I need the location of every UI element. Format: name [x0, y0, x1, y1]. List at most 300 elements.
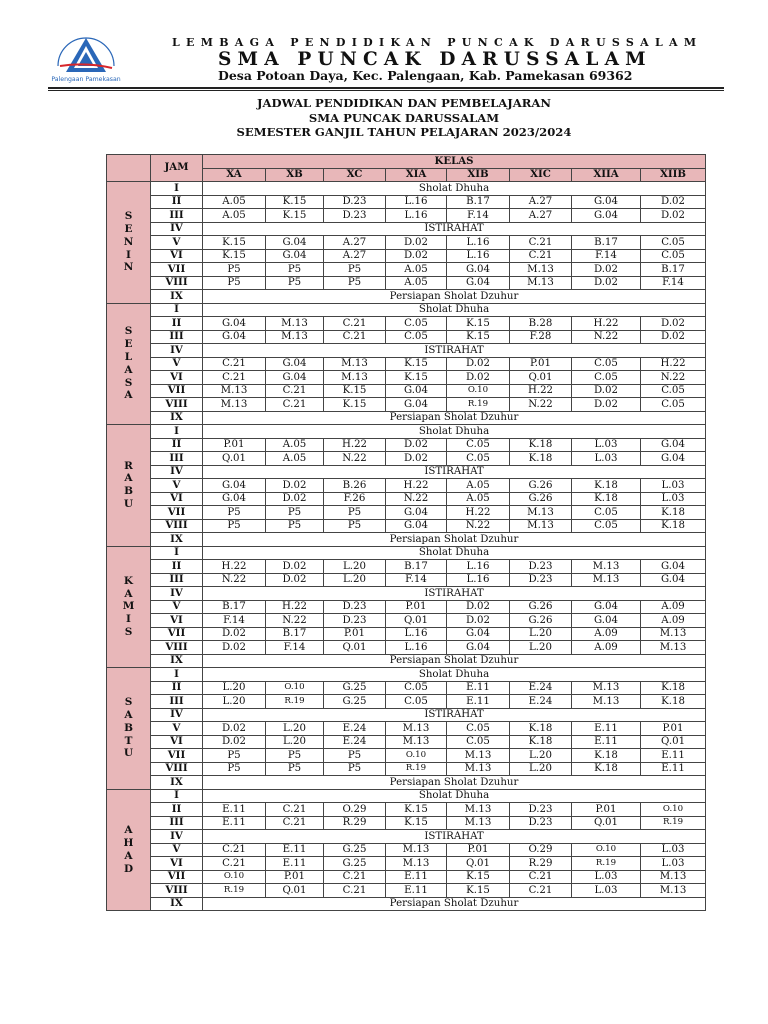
schedule-cell: G.04 [572, 600, 641, 614]
schedule-cell: B.17 [641, 263, 706, 277]
schedule-row [107, 870, 706, 884]
period-label: III [151, 695, 203, 709]
schedule-cell: A.05 [203, 209, 266, 223]
schedule-cell: M.13 [447, 816, 510, 830]
schedule-cell: G.04 [203, 479, 266, 493]
schedule-cell: G.04 [386, 398, 447, 412]
period-label: II [151, 560, 203, 574]
schedule-cell: P5 [203, 749, 266, 763]
schedule-cell: Q.01 [510, 371, 572, 385]
schedule-row [107, 816, 706, 830]
schedule-cell: F.14 [447, 209, 510, 223]
period-label: IX [151, 897, 203, 911]
schedule-cell: E.24 [510, 681, 572, 695]
title-line-1: JADWAL PENDIDIKAN DAN PEMBELAJARAN [257, 96, 551, 110]
schedule-cell: L.03 [572, 452, 641, 466]
schedule-cell: D.02 [447, 371, 510, 385]
schedule-cell: C.21 [324, 870, 386, 884]
schedule-cell: C.05 [447, 452, 510, 466]
schedule-cell: M.13 [510, 506, 572, 520]
period-label: IV [151, 587, 203, 601]
period-label: VII [151, 870, 203, 884]
schedule-cell: D.23 [510, 803, 572, 817]
schedule-cell: M.13 [386, 857, 447, 871]
schedule-cell: E.24 [324, 735, 386, 749]
schedule-cell: N.22 [324, 452, 386, 466]
schedule-cell: M.13 [510, 263, 572, 277]
schedule-cell: L.20 [324, 560, 386, 574]
schedule-cell: G.04 [641, 452, 706, 466]
schedule-cell: M.13 [203, 384, 266, 398]
schedule-row [107, 627, 706, 641]
schedule-cell: N.22 [266, 614, 324, 628]
day-label: R A B U [107, 425, 151, 547]
schedule-cell: G.04 [641, 573, 706, 587]
schedule-cell: R.19 [447, 398, 510, 412]
schedule-cell: O.10 [572, 843, 641, 857]
schedule-cell: G.04 [447, 263, 510, 277]
schedule-cell: D.02 [641, 195, 706, 209]
schedule-row [107, 236, 706, 250]
schedule-cell: E.11 [266, 843, 324, 857]
schedule-cell: F.14 [203, 614, 266, 628]
schedule-cell: M.13 [266, 317, 324, 331]
schedule-row [107, 438, 706, 452]
schedule-cell: P5 [324, 519, 386, 533]
schedule-cell: H.22 [386, 479, 447, 493]
schedule-cell: R.19 [641, 816, 706, 830]
schedule-cell: L.20 [266, 722, 324, 736]
schedule-cell: D.23 [510, 573, 572, 587]
schedule-row [107, 708, 706, 722]
schedule-cell: D.02 [266, 560, 324, 574]
schedule-cell: A.27 [324, 236, 386, 250]
day-label: S A B T U [107, 668, 151, 790]
logo-caption: Palengaan Pamekasan [51, 76, 121, 83]
schedule-cell: G.25 [324, 843, 386, 857]
schedule-cell: K.18 [641, 519, 706, 533]
schedule-cell: L.20 [203, 681, 266, 695]
period-label: VI [151, 735, 203, 749]
schedule-cell: R.19 [203, 884, 266, 898]
span-activity: Persiapan Sholat Dzuhur [203, 411, 706, 425]
schedule-cell: A.05 [266, 438, 324, 452]
schedule-cell: D.02 [572, 276, 641, 290]
schedule-cell: L.20 [324, 573, 386, 587]
schedule-cell: Q.01 [641, 735, 706, 749]
schedule-cell: P5 [266, 276, 324, 290]
schedule-cell: C.21 [324, 330, 386, 344]
schedule-row [107, 668, 706, 682]
schedule-cell: D.02 [266, 492, 324, 506]
schedule-cell: C.05 [386, 330, 447, 344]
letterhead [0, 0, 768, 95]
schedule-row [107, 357, 706, 371]
schedule-row [107, 762, 706, 776]
schedule-row [107, 533, 706, 547]
period-label: IV [151, 465, 203, 479]
schedule-cell: F.14 [572, 249, 641, 263]
schedule-table [106, 154, 706, 911]
schedule-cell: F.14 [641, 276, 706, 290]
schedule-cell: O.10 [641, 803, 706, 817]
period-label: II [151, 317, 203, 331]
schedule-cell: F.26 [324, 492, 386, 506]
header-rule-thin [48, 90, 724, 91]
period-label: I [151, 303, 203, 317]
schedule-cell: P5 [266, 519, 324, 533]
span-activity: ISTIRAHAT [203, 830, 706, 844]
day-label: S E L A S A [107, 303, 151, 425]
schedule-cell: K.18 [641, 506, 706, 520]
schedule-cell: O.10 [266, 681, 324, 695]
schedule-cell: G.04 [266, 249, 324, 263]
schedule-cell: B.17 [266, 627, 324, 641]
schedule-row [107, 587, 706, 601]
schedule-cell: K.15 [386, 357, 447, 371]
schedule-cell: C.05 [641, 249, 706, 263]
schedule-cell: A.27 [510, 195, 572, 209]
class-header: XIC [510, 168, 572, 182]
schedule-row [107, 722, 706, 736]
schedule-cell: C.21 [324, 317, 386, 331]
span-activity: Persiapan Sholat Dzuhur [203, 290, 706, 304]
schedule-cell: M.13 [386, 843, 447, 857]
schedule-cell: K.15 [447, 317, 510, 331]
span-activity: Persiapan Sholat Dzuhur [203, 776, 706, 790]
schedule-cell: G.04 [641, 560, 706, 574]
period-label: II [151, 803, 203, 817]
schedule-row [107, 560, 706, 574]
schedule-cell: L.03 [641, 492, 706, 506]
schedule-cell: A.05 [386, 276, 447, 290]
schedule-cell: D.02 [447, 614, 510, 628]
schedule-cell: Q.01 [266, 884, 324, 898]
period-label: III [151, 573, 203, 587]
period-label: III [151, 452, 203, 466]
schedule-cell: E.11 [203, 803, 266, 817]
schedule-cell: P5 [324, 506, 386, 520]
schedule-cell: D.23 [324, 614, 386, 628]
schedule-cell: O.29 [324, 803, 386, 817]
schedule-cell: K.15 [266, 195, 324, 209]
period-label: IV [151, 344, 203, 358]
span-activity: Sholat Dhuha [203, 425, 706, 439]
schedule-row [107, 519, 706, 533]
schedule-cell: A.09 [572, 627, 641, 641]
schedule-cell: M.13 [266, 330, 324, 344]
schedule-cell: G.25 [324, 695, 386, 709]
schedule-cell: C.05 [641, 384, 706, 398]
schedule-cell: E.11 [386, 884, 447, 898]
schedule-row [107, 843, 706, 857]
schedule-cell: K.18 [572, 492, 641, 506]
schedule-cell: K.15 [324, 384, 386, 398]
schedule-cell: D.02 [386, 249, 447, 263]
schedule-cell: E.11 [266, 857, 324, 871]
schedule-cell: C.05 [641, 236, 706, 250]
schedule-cell: E.11 [447, 695, 510, 709]
period-label: IX [151, 411, 203, 425]
schedule-cell: N.22 [641, 371, 706, 385]
period-label: VIII [151, 884, 203, 898]
period-label: V [151, 236, 203, 250]
schedule-cell: C.21 [266, 384, 324, 398]
schedule-cell: M.13 [324, 357, 386, 371]
schedule-cell: R.29 [510, 857, 572, 871]
schedule-row [107, 222, 706, 236]
schedule-cell: A.27 [324, 249, 386, 263]
schedule-cell: A.05 [266, 452, 324, 466]
corner-cell [107, 155, 151, 182]
schedule-row [107, 681, 706, 695]
schedule-cell: G.04 [386, 506, 447, 520]
schedule-row [107, 209, 706, 223]
schedule-cell: G.04 [447, 276, 510, 290]
schedule-cell: D.02 [572, 398, 641, 412]
schedule-cell: G.04 [386, 519, 447, 533]
schedule-cell: P5 [324, 749, 386, 763]
schedule-cell: P.01 [641, 722, 706, 736]
schedule-cell: P5 [266, 506, 324, 520]
span-activity: ISTIRAHAT [203, 222, 706, 236]
schedule-cell: G.04 [447, 641, 510, 655]
period-label: VIII [151, 762, 203, 776]
schedule-cell: H.22 [510, 384, 572, 398]
schedule-cell: E.24 [324, 722, 386, 736]
schedule-cell: C.05 [447, 722, 510, 736]
period-label: III [151, 209, 203, 223]
schedule-cell: D.23 [324, 600, 386, 614]
period-label: II [151, 681, 203, 695]
document-title [0, 96, 768, 140]
schedule-cell: G.04 [266, 371, 324, 385]
schedule-cell: P5 [203, 263, 266, 277]
schedule-cell: D.02 [386, 452, 447, 466]
schedule-cell: N.22 [447, 519, 510, 533]
schedule-cell: K.18 [641, 695, 706, 709]
schedule-cell: C.21 [324, 884, 386, 898]
schedule-cell: M.13 [572, 560, 641, 574]
schedule-cell: L.03 [572, 870, 641, 884]
schedule-cell: M.13 [510, 276, 572, 290]
schedule-cell: P.01 [386, 600, 447, 614]
schedule-row [107, 897, 706, 911]
schedule-cell: F.14 [266, 641, 324, 655]
schedule-cell: L.20 [203, 695, 266, 709]
schedule-row [107, 614, 706, 628]
schedule-row [107, 263, 706, 277]
schedule-cell: L.20 [510, 762, 572, 776]
schedule-cell: C.05 [447, 735, 510, 749]
schedule-row [107, 425, 706, 439]
schedule-cell: C.21 [266, 398, 324, 412]
schedule-cell: Q.01 [203, 452, 266, 466]
schedule-cell: C.21 [510, 236, 572, 250]
schedule-row [107, 479, 706, 493]
schedule-cell: P.01 [447, 843, 510, 857]
period-label: V [151, 357, 203, 371]
period-label: VI [151, 249, 203, 263]
class-header: XC [324, 168, 386, 182]
schedule-cell: M.13 [386, 722, 447, 736]
school-logo [50, 26, 122, 88]
jam-header: JAM [151, 155, 203, 182]
schedule-cell: H.22 [266, 600, 324, 614]
span-activity: Persiapan Sholat Dzuhur [203, 533, 706, 547]
period-label: VII [151, 627, 203, 641]
schedule-cell: L.03 [641, 843, 706, 857]
schedule-cell: D.02 [447, 357, 510, 371]
schedule-cell: K.18 [641, 681, 706, 695]
schedule-cell: G.04 [266, 236, 324, 250]
schedule-row [107, 249, 706, 263]
schedule-cell: R.29 [324, 816, 386, 830]
schedule-cell: P.01 [324, 627, 386, 641]
span-activity: ISTIRAHAT [203, 465, 706, 479]
span-activity: Sholat Dhuha [203, 303, 706, 317]
schedule-cell: D.02 [203, 722, 266, 736]
schedule-cell: H.22 [203, 560, 266, 574]
schedule-cell: K.15 [386, 371, 447, 385]
schedule-cell: A.05 [386, 263, 447, 277]
schedule-cell: P.01 [203, 438, 266, 452]
schedule-row [107, 492, 706, 506]
schedule-cell: A.05 [203, 195, 266, 209]
schedule-row [107, 398, 706, 412]
schedule-cell: D.02 [266, 479, 324, 493]
schedule-cell: L.16 [386, 627, 447, 641]
schedule-row [107, 546, 706, 560]
schedule-cell: K.18 [572, 762, 641, 776]
period-label: II [151, 195, 203, 209]
schedule-cell: C.21 [510, 884, 572, 898]
schedule-cell: L.03 [572, 438, 641, 452]
schedule-row [107, 654, 706, 668]
schedule-cell: C.21 [266, 803, 324, 817]
schedule-cell: D.02 [386, 236, 447, 250]
schedule-cell: G.04 [266, 357, 324, 371]
schedule-cell: L.20 [266, 735, 324, 749]
schedule-cell: P5 [324, 762, 386, 776]
schedule-cell: E.11 [386, 870, 447, 884]
schedule-cell: D.02 [203, 627, 266, 641]
schedule-row [107, 317, 706, 331]
schedule-cell: L.16 [447, 573, 510, 587]
schedule-row [107, 776, 706, 790]
schedule-cell: A.27 [510, 209, 572, 223]
schedule-row [107, 600, 706, 614]
schedule-cell: Q.01 [572, 816, 641, 830]
schedule-cell: O.10 [386, 749, 447, 763]
schedule-cell: D.02 [447, 600, 510, 614]
schedule-cell: K.18 [572, 479, 641, 493]
schedule-cell: G.26 [510, 492, 572, 506]
period-label: VIII [151, 398, 203, 412]
schedule-cell: D.02 [641, 330, 706, 344]
schedule-cell: E.11 [447, 681, 510, 695]
span-activity: ISTIRAHAT [203, 708, 706, 722]
span-activity: Persiapan Sholat Dzuhur [203, 654, 706, 668]
span-activity: Sholat Dhuha [203, 546, 706, 560]
kelas-header: KELAS [203, 155, 706, 169]
schedule-cell: C.21 [203, 371, 266, 385]
schedule-cell: N.22 [510, 398, 572, 412]
schedule-cell: C.05 [572, 371, 641, 385]
schedule-cell: C.21 [510, 870, 572, 884]
span-activity: Sholat Dhuha [203, 182, 706, 196]
schedule-cell: P5 [203, 519, 266, 533]
schedule-cell: M.13 [386, 735, 447, 749]
schedule-cell: M.13 [572, 681, 641, 695]
schedule-cell: O.10 [203, 870, 266, 884]
schedule-cell: P5 [203, 276, 266, 290]
schedule-row [107, 384, 706, 398]
schedule-cell: B.17 [386, 560, 447, 574]
schedule-cell: A.09 [641, 600, 706, 614]
schedule-row [107, 641, 706, 655]
schedule-cell: M.13 [447, 749, 510, 763]
schedule-cell: G.26 [510, 600, 572, 614]
schedule-cell: D.02 [203, 735, 266, 749]
schedule-cell: M.13 [203, 398, 266, 412]
period-label: VI [151, 492, 203, 506]
schedule-cell: K.18 [510, 722, 572, 736]
schedule-cell: D.02 [203, 641, 266, 655]
schedule-cell: A.05 [447, 479, 510, 493]
schedule-cell: D.02 [386, 438, 447, 452]
period-label: III [151, 330, 203, 344]
schedule-cell: G.26 [510, 614, 572, 628]
period-label: VI [151, 371, 203, 385]
schedule-cell: K.15 [386, 816, 447, 830]
schedule-cell: E.11 [641, 749, 706, 763]
schedule-cell: B.17 [203, 600, 266, 614]
schedule-cell: E.11 [203, 816, 266, 830]
schedule-cell: M.13 [641, 870, 706, 884]
schedule-cell: N.22 [203, 573, 266, 587]
schedule-cell: G.04 [203, 330, 266, 344]
schedule-cell: P5 [324, 263, 386, 277]
schedule-cell: M.13 [641, 641, 706, 655]
schedule-cell: G.04 [447, 627, 510, 641]
period-label: IX [151, 776, 203, 790]
period-label: I [151, 789, 203, 803]
schedule-cell: P5 [266, 762, 324, 776]
schedule-cell: A.09 [641, 614, 706, 628]
schedule-cell: K.15 [386, 803, 447, 817]
schedule-row [107, 465, 706, 479]
span-activity: ISTIRAHAT [203, 344, 706, 358]
schedule-cell: L.16 [386, 195, 447, 209]
schedule-cell: D.23 [324, 195, 386, 209]
school-name: SMA PUNCAK DARUSSALAM [218, 49, 652, 70]
schedule-cell: L.16 [386, 641, 447, 655]
schedule-cell: B.28 [510, 317, 572, 331]
schedule-cell: N.22 [386, 492, 447, 506]
period-label: VII [151, 263, 203, 277]
period-label: IX [151, 654, 203, 668]
schedule-cell: M.13 [641, 884, 706, 898]
schedule-cell: D.23 [324, 209, 386, 223]
period-label: I [151, 668, 203, 682]
schedule-cell: D.02 [641, 317, 706, 331]
schedule-cell: M.13 [641, 627, 706, 641]
schedule-cell: R.19 [572, 857, 641, 871]
schedule-cell: G.04 [386, 384, 447, 398]
schedule-cell: G.04 [572, 614, 641, 628]
schedule-cell: L.16 [447, 249, 510, 263]
